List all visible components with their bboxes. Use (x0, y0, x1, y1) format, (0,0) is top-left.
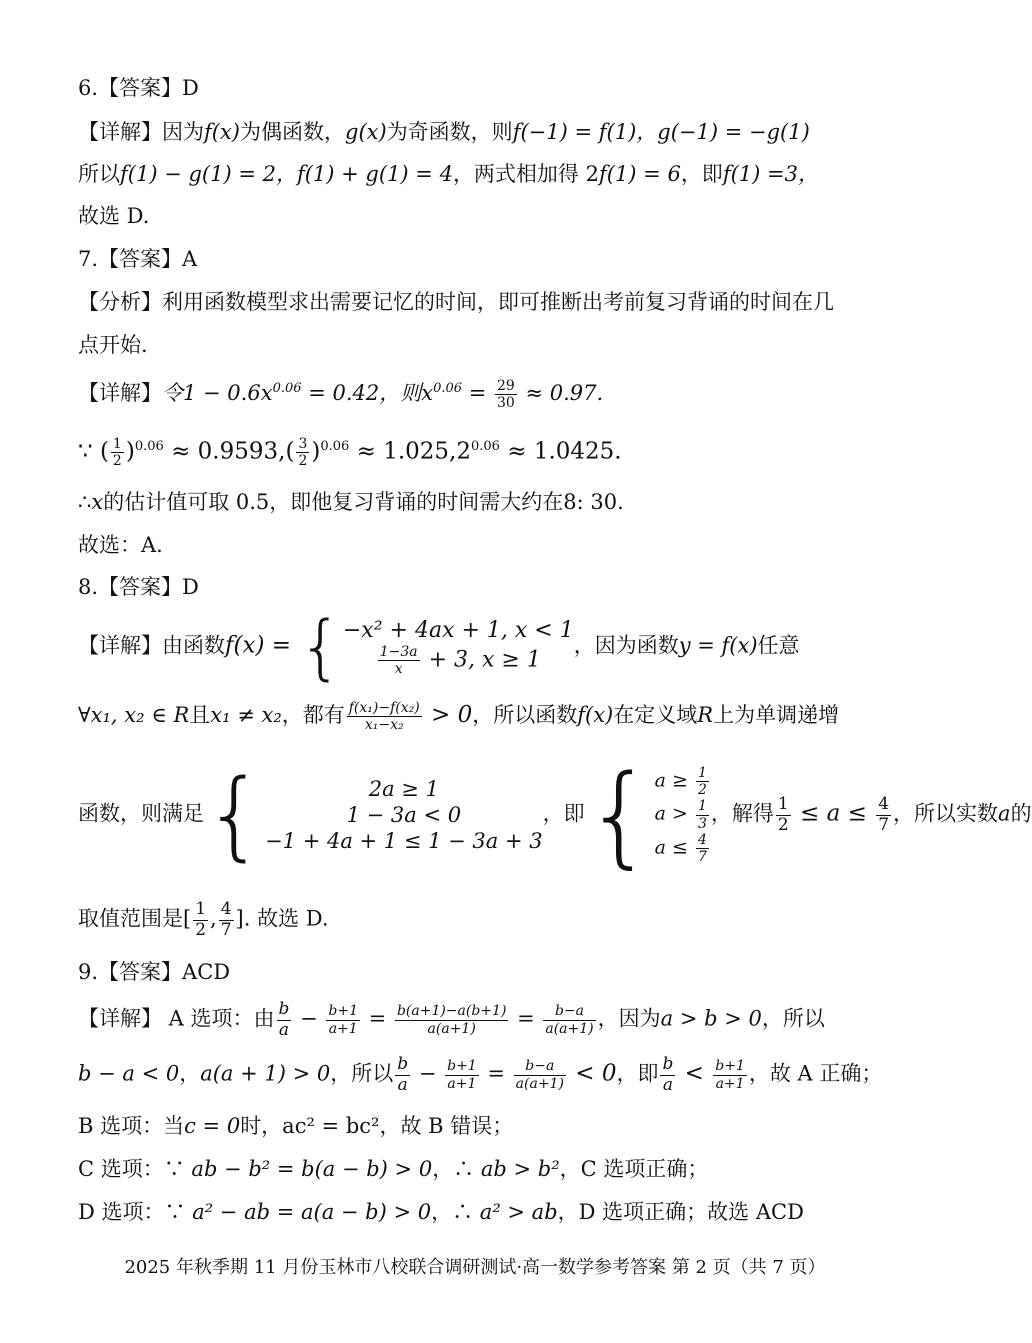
q6-detail-line1: 【详解】因为f(x)为偶函数，g(x)为奇函数，则f(−1) = f(1)，g(−1) = −g(1) (78, 120, 810, 144)
q7-analysis-line1: 【分析】利用函数模型求出需要记忆的时间，即可推断出考前复习背诵的时间在几 (78, 290, 834, 314)
q9-option-d: D 选项：∵ a² − ab = a(a − b) > 0，∴ a² > ab，D 选项正确；故选 ACD (78, 1200, 804, 1224)
q6-answer: 6.【答案】D (78, 76, 199, 100)
q6-conclusion: 故选 D. (78, 204, 150, 228)
q7-analysis-line2: 点开始. (78, 333, 148, 357)
q7-conclusion: 故选：A. (78, 533, 163, 557)
q9-option-a-line2: b − a < 0，a(a + 1) > 0，所以 $\frac{b}{a}$ − $\frac{b+1}{a+1}$ = $\frac{b-a}{a(a+1)}$ < 0，即 $\frac{b}{a}$ < $\frac{b+1}{a+1}$ ，故 A 正确； (78, 1054, 883, 1095)
q8-detail-line1: 【详解】由函数f(x) = { −x² + 4ax + 1, x < 1 $\frac{1-3a}{x}$ + 3, x ≥ 1 ，因为函数y = f(x)任意 (78, 606, 800, 688)
q8-detail-line2: ∀x₁, x₂ ∈ R且x₁ ≠ x₂，都有 $\frac{\text{f(x₁)−f(x₂)}}{\text{x₁−x₂}}$ > 0，所以函数f(x)在定义域R上为单调递增 (78, 700, 840, 734)
page-footer: 2025 年秋季期 11 月份玉林市八校联合调研测试·高一数学参考答案 第 2 页（共 7 页） (124, 1257, 826, 1278)
q9-option-b: B 选项：当c = 0时，ac² = bc²，故 B 错误； (78, 1114, 514, 1138)
q8-answer: 8.【答案】D (78, 575, 199, 599)
q9-option-a-line1: 【详解】 A 选项：由 $\frac{b}{a}$ − $\frac{b+1}{a+1}$ = $\frac{b(a+1)-a(b+1)}{a(a+1)}$ = $\frac{b-a}{a(a+1)}$ ，因为a > b > 0，所以 (78, 999, 825, 1040)
q6-detail-line2: 所以f(1) − g(1) = 2，f(1) + g(1) = 4，两式相加得 2f(1) = 6，即f(1) =3， (78, 162, 819, 186)
q7-detail-line3: ∴x的估计值可取 0.5，即他复习背诵的时间需大约在8: 30. (78, 490, 624, 514)
q7-detail-line1: 【详解】令$1 - 0.6x^{0.06} = 0.42$，则$x^{0.06}$ = $\frac{29}{30}$ ≈ 0.97. (78, 378, 604, 412)
q8-detail-line4: 取值范围是[ $\frac{1}{2}$ , $\frac{4}{7}$ ]. 故选 D. (78, 899, 329, 940)
q9-answer: 9.【答案】ACD (78, 960, 231, 984)
q9-option-c: C 选项：∵ ab − b² = b(a − b) > 0，∴ ab > b²，C 选项正确； (78, 1157, 709, 1181)
q8-detail-line3: 函数，则满足{ 2a ≥ 1 1 − 3a < 0 −1 + 4a + 1 ≤ 1 − 3a + 3 ，即{ a ≥ $\frac{1}{2}$ a > $\frac{1}{3}$ a ≤ $\frac{4}{7}$ ，解得 $\frac{1}{2}$ ≤ a ≤ $\frac{4}{7}$ ，所以实数a的 (78, 751, 1032, 879)
q7-answer: 7.【答案】A (78, 247, 198, 271)
q7-detail-line2: ∵ ( $\frac{1}{2}$ )$^{0.06}$ ≈ 0.9593,( $\frac{3}{2}$ )$^{0.06} \approx 1.025,2^{0.06} \approx 1.0425$. (78, 436, 622, 470)
